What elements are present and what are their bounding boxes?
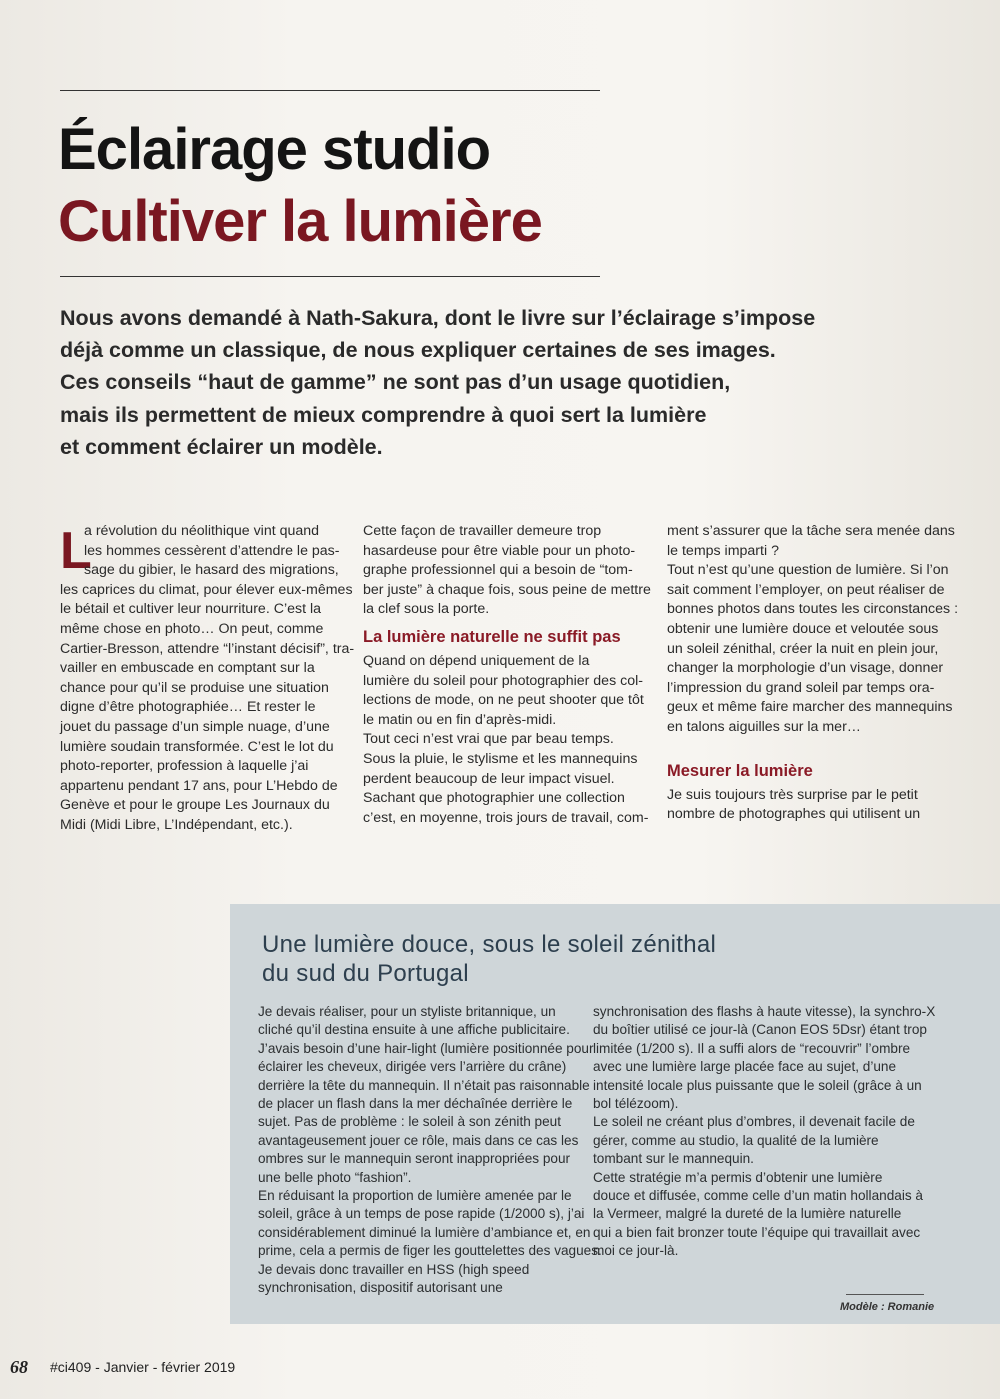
text-line: chance pour qu’il se produise une situation xyxy=(60,679,329,696)
box-text-line: Cette stratégie m’a permis d’obtenir une lumière xyxy=(593,1169,883,1185)
box-text-line: sujet. Pas de problème : le soleil à son zénith peut xyxy=(258,1114,562,1130)
lead-paragraph xyxy=(60,302,816,463)
text-line: l’impression du grand soleil par temps ora- xyxy=(667,679,935,696)
box-text-line: qui a bien fait bronzer toute l’équipe qui travaillait avec xyxy=(593,1224,921,1240)
text-line: lections de mode, on ne peut shooter que tôt xyxy=(363,692,644,709)
box-text-line: douce et diffusée, comme celle d’un matin hollandais à xyxy=(593,1188,923,1204)
text-line: en talons aiguilles sur la mer… xyxy=(667,718,861,735)
subheading-measure-light: Mesurer la lumière xyxy=(667,761,813,780)
box-column-2 xyxy=(593,1003,936,1261)
box-text-line: intensité locale plus puissante que le soleil (grâce à un xyxy=(593,1077,922,1093)
box-text-line: moi ce jour-là. xyxy=(593,1243,679,1259)
box-text-line: ombres sur le mannequin seront inappropriées pour xyxy=(258,1151,571,1167)
text-line: Genève et pour le groupe Les Journaux du xyxy=(60,797,330,814)
lead-line: et comment éclairer un modèle. xyxy=(60,434,383,459)
text-line: le temps imparti ? xyxy=(667,542,779,559)
box-text-line: la Vermeer, malgré la dureté de la lumière naturelle xyxy=(593,1206,902,1222)
text-line: sait comment l’employer, on peut réaliser de xyxy=(667,581,945,598)
text-line: Cartier-Bresson, attendre “l’instant décisif”, tra- xyxy=(60,640,355,657)
text-line: le matin ou en fin d’après-midi. xyxy=(363,711,557,728)
text-line: Sachant que photographier une collection xyxy=(363,790,625,807)
text-line: Sous la pluie, le stylisme et les mannequins xyxy=(363,750,638,767)
text-line: c’est, en moyenne, trois jours de travail, com- xyxy=(363,809,649,826)
box-title-line: Une lumière douce, sous le soleil zénithal xyxy=(262,931,717,958)
text-line: les caprices du climat, pour élever eux-mêmes xyxy=(60,581,353,598)
title-line-2: Cultiver la lumière xyxy=(58,189,542,254)
title-line-1: Éclairage studio xyxy=(58,117,491,182)
text-line: jouet du passage d’un simple nuage, d’une xyxy=(60,718,330,735)
box-text-line: synchronisation, dispositif autorisant une xyxy=(258,1280,503,1296)
subheading-natural-light: La lumière naturelle ne suffit pas xyxy=(363,627,621,646)
box-text-line: une belle photo “fashion”. xyxy=(258,1169,412,1185)
text-line: Cette façon de travailler demeure trop xyxy=(363,523,602,539)
text-line: digne d’être photographiée… Et rester le xyxy=(60,699,316,716)
text-line: la clef sous la porte. xyxy=(363,601,490,618)
text-line: bonnes photos dans toutes les circonstances : xyxy=(667,601,959,618)
article-column-2 xyxy=(363,522,651,828)
box-text-line: éclairer les cheveux, dirigée vers l’arrière du crâne) xyxy=(258,1059,567,1075)
text-line: lumière du soleil pour photographier des col- xyxy=(363,672,643,689)
text-line: hasardeuse pour être viable pour un photo- xyxy=(363,542,636,559)
box-text-line: Je devais donc travailler en HSS (high speed xyxy=(258,1261,530,1277)
box-title-line: du sud du Portugal xyxy=(262,960,469,987)
box-text-line: gérer, comme au studio, la qualité de la lumière xyxy=(593,1132,879,1148)
box-text-line: limitée (1/200 s). Il a suffi alors de “recouvrir” l’ombre xyxy=(593,1040,911,1056)
model-credit: Modèle : Romanie xyxy=(840,1301,935,1313)
box-text-line: Je devais réaliser, pour un styliste britannique, un xyxy=(258,1004,556,1019)
box-text-line: considérablement diminué la lumière d’ambiance et, en xyxy=(258,1224,591,1240)
text-line: ber juste” à chaque fois, sous peine de mettre xyxy=(363,581,651,598)
box-text-line: derrière la tête du mannequin. Il n’était pas raisonnable xyxy=(258,1077,590,1093)
text-line: geux et même faire marcher des mannequins xyxy=(667,699,953,716)
article-column-1 xyxy=(60,522,355,836)
text-line: le bétail et cultiver leur nourriture. C’est la xyxy=(60,601,322,618)
text-line: graphe professionnel qui a besoin de “tom- xyxy=(363,562,633,579)
text-line: appartenu pendant 17 ans, pour L’Hebdo de xyxy=(60,777,338,794)
box-text-line: avec une lumière large placée face au sujet, d’une xyxy=(593,1059,897,1075)
text-line: changer la morphologie d’un visage, donner xyxy=(667,660,944,677)
text-line: nombre de photographes qui utilisent un xyxy=(667,806,921,823)
box-text-line: tombant sur le mannequin. xyxy=(593,1151,754,1167)
text-line: vailler en embuscade en comptant sur la xyxy=(60,660,315,677)
credit-rule xyxy=(846,1294,924,1295)
box-text-line: Le soleil ne créant plus d’ombres, il devenait facile de xyxy=(593,1114,915,1130)
box-text-line: En réduisant la proportion de lumière amenée par le xyxy=(258,1188,572,1204)
text-line: les hommes cessèrent d’attendre le pas- xyxy=(84,542,340,559)
text-line: sage du gibier, le hasard des migrations, xyxy=(84,562,339,579)
text-line: Tout n’est qu’une question de lumière. Si l’on xyxy=(667,562,949,579)
box-title xyxy=(262,930,716,988)
text-line: lumière soudain transformée. C’est le lot du xyxy=(60,738,334,755)
text-line: ment s’assurer que la tâche sera menée dans xyxy=(667,523,955,539)
box-text-line: du boîtier utilisé ce jour-là (Canon EOS 5Dsr) étant trop xyxy=(593,1022,927,1038)
box-text-line: prime, cela a permis de figer les gouttelettes des vagues. xyxy=(258,1243,602,1259)
text-line: Midi (Midi Libre, L’Indépendant, etc.). xyxy=(60,816,293,833)
lead-line: déjà comme un classique, de nous expliquer certaines de ses images. xyxy=(60,338,776,363)
issue-info: #ci409 - Janvier - février 2019 xyxy=(50,1359,236,1375)
title-rule xyxy=(60,276,600,277)
box-column-1 xyxy=(258,1003,602,1298)
box-text-line: bol télézoom). xyxy=(593,1096,679,1112)
text-line: même chose en photo… On peut, comme xyxy=(60,620,324,637)
lead-line: Ces conseils “haut de gamme” ne sont pas d’un usage quotidien, xyxy=(60,370,731,395)
lead-line: Nous avons demandé à Nath-Sakura, dont le livre sur l’éclairage s’impose xyxy=(60,306,816,330)
text-line: perdent beaucoup de leur impact visuel. xyxy=(363,770,615,787)
text-line: un soleil zénithal, créer la nuit en plein jour, xyxy=(667,640,939,657)
box-text-line: cliché qu’il destina ensuite à une affiche publicitaire. xyxy=(258,1022,570,1038)
box-text-line: soleil, grâce à un temps de pose rapide (1/2000 s), j’ai xyxy=(258,1206,585,1222)
text-line: a révolution du néolithique vint quand xyxy=(84,523,320,539)
lead-line: mais ils permettent de mieux comprendre à quoi sert la lumière xyxy=(60,402,707,427)
box-text-line: synchronisation des flashs à haute vitesse), la synchro-X xyxy=(593,1004,936,1019)
page-number: 68 xyxy=(10,1357,28,1377)
box-text-line: de placer un flash dans la mer déchaînée derrière le xyxy=(258,1096,573,1112)
spacer xyxy=(667,738,947,754)
box-text-line: avantageusement jouer ce rôle, mais dans ce cas les xyxy=(258,1132,579,1148)
top-rule xyxy=(60,90,600,91)
text-line: photo-reporter, profession à laquelle j’ai xyxy=(60,758,309,775)
text-line: Tout ceci n’est vrai que par beau temps. xyxy=(363,731,614,748)
text-line: Je suis toujours très surprise par le petit xyxy=(667,786,918,803)
text-line: Quand on dépend uniquement de la xyxy=(363,652,590,669)
box-text-line: J’avais besoin d’une hair-light (lumière positionnée pour xyxy=(258,1040,594,1056)
article-column-3 xyxy=(667,522,959,825)
drop-cap: L xyxy=(60,522,92,580)
text-line: obtenir une lumière douce et veloutée sous xyxy=(667,620,939,637)
